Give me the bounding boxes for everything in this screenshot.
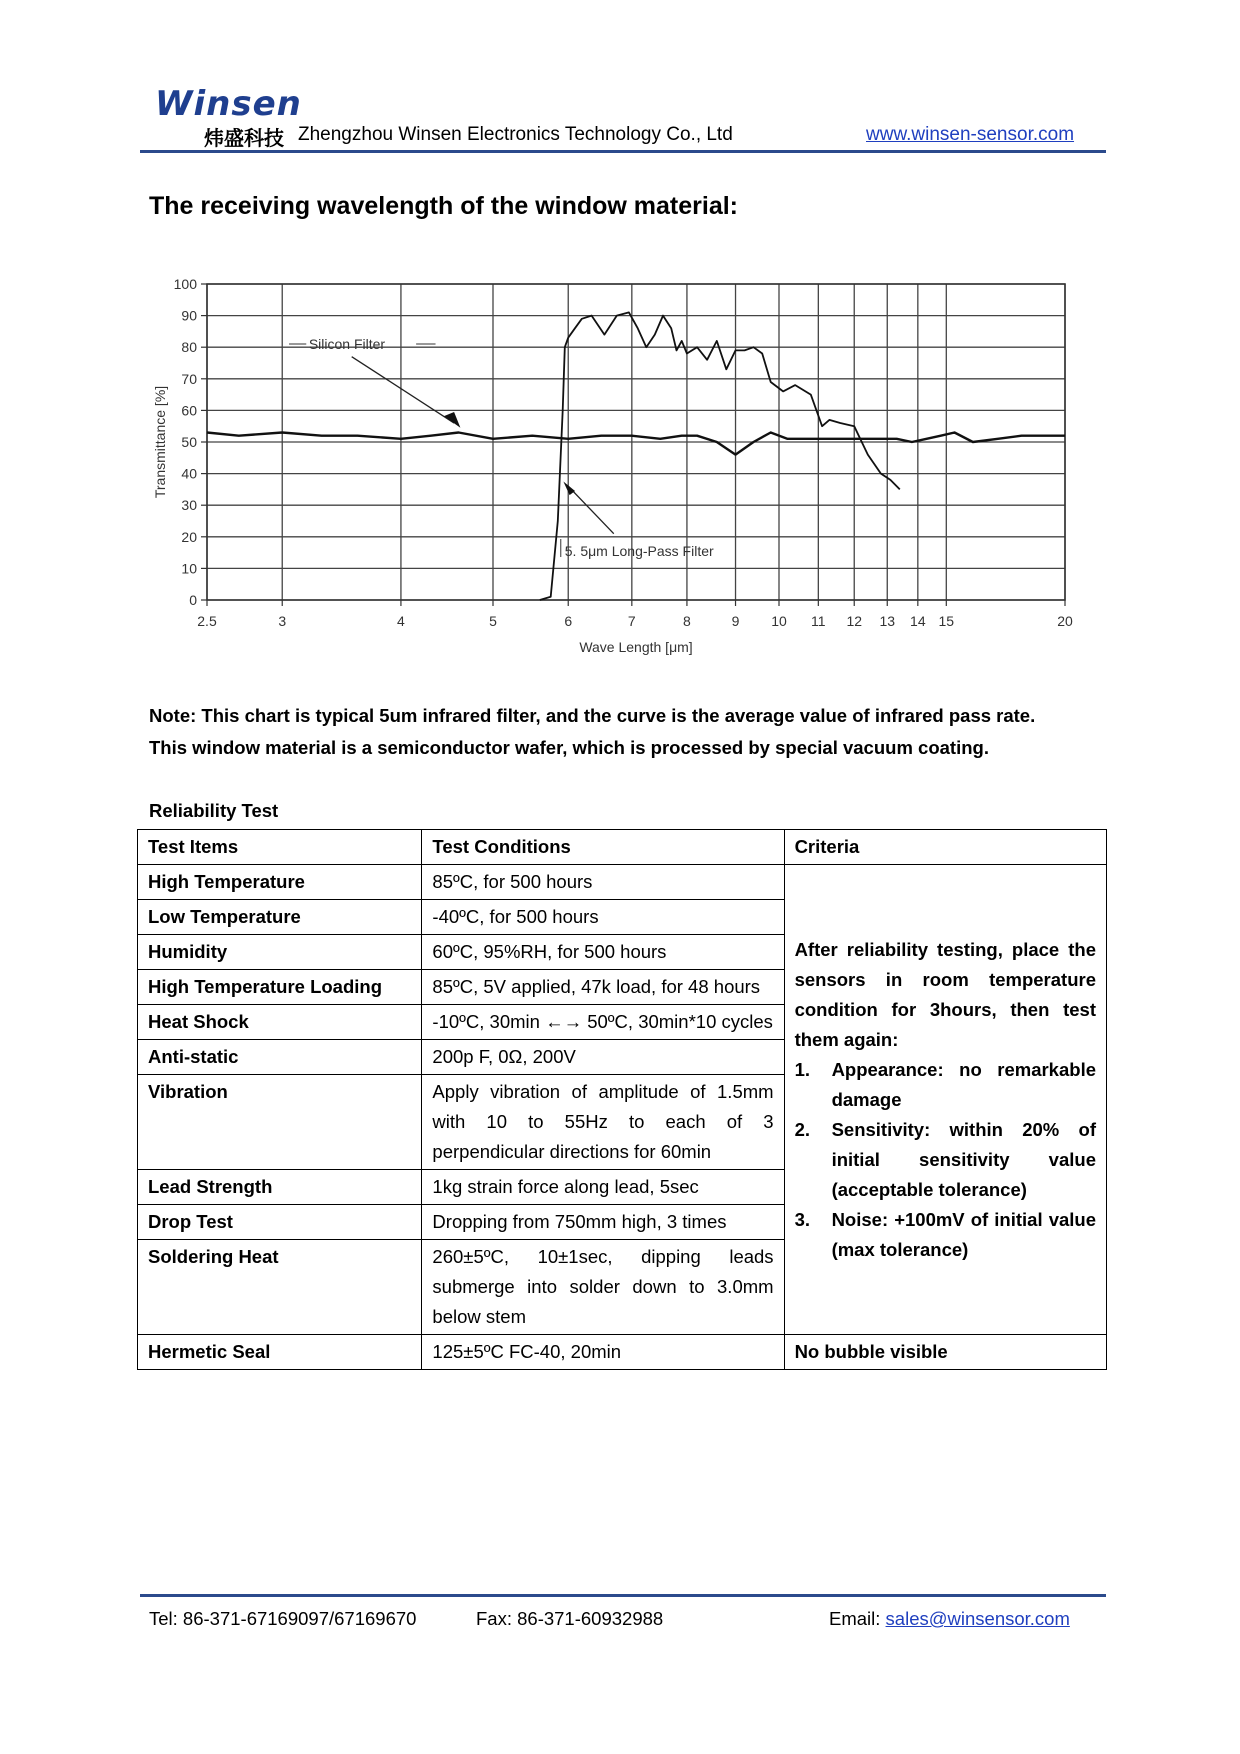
y-tick-label: 90 bbox=[181, 307, 197, 324]
test-item-cell: Vibration bbox=[138, 1075, 422, 1170]
test-condition-cell: Dropping from 750mm high, 3 times bbox=[422, 1205, 784, 1240]
footer-divider bbox=[140, 1594, 1106, 1597]
x-tick-label: 5 bbox=[489, 613, 497, 629]
section-title: The receiving wavelength of the window material: bbox=[149, 192, 739, 220]
x-tick-label: 4 bbox=[397, 613, 405, 629]
test-item-cell: Heat Shock bbox=[138, 1005, 422, 1040]
reliability-table bbox=[137, 829, 1107, 1370]
y-tick-label: 60 bbox=[181, 402, 197, 419]
silicon-filter-arrowhead bbox=[444, 412, 460, 428]
table-header-cell: Test Conditions bbox=[422, 830, 784, 865]
reliability-test-title: Reliability Test bbox=[149, 800, 279, 821]
winsen-logo: Winsen bbox=[155, 84, 302, 124]
test-condition-cell: -10ºC, 30min ←→ 50ºC, 30min*10 cycles bbox=[422, 1005, 784, 1040]
header-divider bbox=[140, 150, 1106, 153]
criteria-item bbox=[795, 1055, 1096, 1115]
test-item-cell: Humidity bbox=[138, 935, 422, 970]
footer-email bbox=[829, 1608, 1070, 1630]
company-website-link[interactable]: www.winsen-sensor.com bbox=[866, 124, 1075, 145]
criteria-number: 1. bbox=[794, 1058, 810, 1080]
company-name: Zhengzhou Winsen Electronics Technology Co., Ltd bbox=[298, 124, 733, 145]
x-tick-label: 13 bbox=[879, 613, 896, 629]
criteria-text: Appearance: no remarkable damage bbox=[831, 1058, 1096, 1110]
footer-tel: Tel: 86-371-67169097/67169670 bbox=[149, 1608, 417, 1629]
chinese-company-name: 炜盛科技 bbox=[204, 128, 284, 150]
x-tick-label: 10 bbox=[771, 613, 787, 629]
criteria-text: Noise: +100mV of initial value (max tolerance) bbox=[831, 1208, 1096, 1260]
note-line-1: Note: This chart is typical 5um infrared filter, and the curve is the average value of infrared pass rate. bbox=[149, 705, 1036, 726]
footer-fax: Fax: 86-371-60932988 bbox=[476, 1608, 664, 1629]
y-tick-labels bbox=[174, 276, 198, 608]
criteria-item bbox=[795, 1115, 1096, 1205]
transmittance-chart bbox=[150, 266, 1100, 686]
x-tick-labels bbox=[197, 613, 1073, 629]
silicon-filter-line bbox=[207, 433, 1065, 455]
criteria-item bbox=[795, 1205, 1096, 1265]
y-tick-label: 30 bbox=[181, 497, 197, 514]
criteria-number: 3. bbox=[794, 1208, 810, 1230]
table-row bbox=[138, 1335, 1107, 1370]
chart-note bbox=[149, 700, 1097, 764]
test-condition-cell: 260±5ºC, 10±1sec, dipping leads submerge into solder down to 3.0mm below stem bbox=[422, 1240, 784, 1335]
test-condition-cell: 200p F, 0Ω, 200V bbox=[422, 1040, 784, 1075]
test-condition-cell: Apply vibration of amplitude of 1.5mm with 10 to 55Hz to each of 3 perpendicular directions for 60min bbox=[422, 1075, 784, 1170]
test-item-cell: High Temperature Loading bbox=[138, 970, 422, 1005]
y-axis-label: Transmittance [%] bbox=[152, 385, 168, 499]
chart-annotations bbox=[289, 336, 714, 559]
criteria-cell: No bubble visible bbox=[784, 1335, 1106, 1370]
table-header-cell: Criteria bbox=[784, 830, 1106, 865]
x-tick-label: 12 bbox=[846, 613, 863, 629]
test-item-cell: Soldering Heat bbox=[138, 1240, 422, 1335]
test-condition-cell: 85ºC, for 500 hours bbox=[422, 865, 784, 900]
long-pass-filter-label: 5. 5μm Long-Pass Filter bbox=[564, 543, 714, 560]
y-tick-label: 40 bbox=[181, 465, 197, 482]
x-tick-label: 3 bbox=[278, 613, 287, 629]
email-label: Email: bbox=[829, 1608, 886, 1629]
x-tick-label: 7 bbox=[627, 613, 636, 629]
table-header-row bbox=[138, 830, 1107, 865]
table-header-cell: Test Items bbox=[138, 830, 422, 865]
x-tick-label: 8 bbox=[683, 613, 691, 629]
y-tick-label: 10 bbox=[181, 560, 197, 577]
x-tick-label: 9 bbox=[731, 613, 740, 629]
y-tick-label: 0 bbox=[189, 592, 197, 608]
criteria-number: 2. bbox=[794, 1118, 810, 1140]
x-tick-label: 2.5 bbox=[197, 613, 217, 629]
table-row bbox=[138, 865, 1107, 900]
long-pass-filter-arrow bbox=[568, 486, 614, 533]
x-tick-label: 11 bbox=[811, 613, 826, 629]
email-link[interactable]: sales@winsensor.com bbox=[885, 1608, 1070, 1629]
criteria-list bbox=[795, 1055, 1096, 1265]
test-item-cell: Hermetic Seal bbox=[138, 1335, 422, 1370]
note-line-2: This window material is a semiconductor wafer, which is processed by special vacuum coating. bbox=[149, 737, 989, 758]
test-item-cell: Low Temperature bbox=[138, 900, 422, 935]
criteria-text: Sensitivity: within 20% of initial sensitivity value (acceptable tolerance) bbox=[831, 1118, 1096, 1200]
silicon-filter-arrow bbox=[352, 357, 454, 423]
y-tick-label: 50 bbox=[181, 434, 197, 450]
x-tick-label: 14 bbox=[910, 613, 926, 629]
x-tick-label: 6 bbox=[564, 613, 573, 629]
test-item-cell: Lead Strength bbox=[138, 1170, 422, 1205]
silicon-filter-label: Silicon Filter bbox=[308, 336, 386, 353]
criteria-cell bbox=[784, 865, 1106, 1335]
x-axis-label: Wave Length [μm] bbox=[579, 639, 693, 655]
y-tick-label: 70 bbox=[181, 370, 197, 387]
test-item-cell: Drop Test bbox=[138, 1205, 422, 1240]
x-tick-label: 15 bbox=[938, 613, 955, 629]
test-condition-cell: -40ºC, for 500 hours bbox=[422, 900, 784, 935]
long-pass-filter-arrowhead bbox=[563, 482, 575, 496]
test-item-cell: Anti-static bbox=[138, 1040, 422, 1075]
test-item-cell: High Temperature bbox=[138, 865, 422, 900]
y-tick-label: 100 bbox=[173, 276, 197, 292]
test-condition-cell: 125±5ºC FC-40, 20min bbox=[422, 1335, 784, 1370]
test-condition-cell: 60ºC, 95%RH, for 500 hours bbox=[422, 935, 784, 970]
test-condition-cell: 85ºC, 5V applied, 47k load, for 48 hours bbox=[422, 970, 784, 1005]
criteria-intro: After reliability testing, place the sensors in room temperature condition for 3hours, then test them again: bbox=[794, 938, 1096, 1050]
y-tick-label: 20 bbox=[181, 528, 197, 545]
test-condition-cell: 1kg strain force along lead, 5sec bbox=[422, 1170, 784, 1205]
x-tick-label: 20 bbox=[1057, 613, 1073, 629]
y-tick-label: 80 bbox=[181, 339, 197, 356]
